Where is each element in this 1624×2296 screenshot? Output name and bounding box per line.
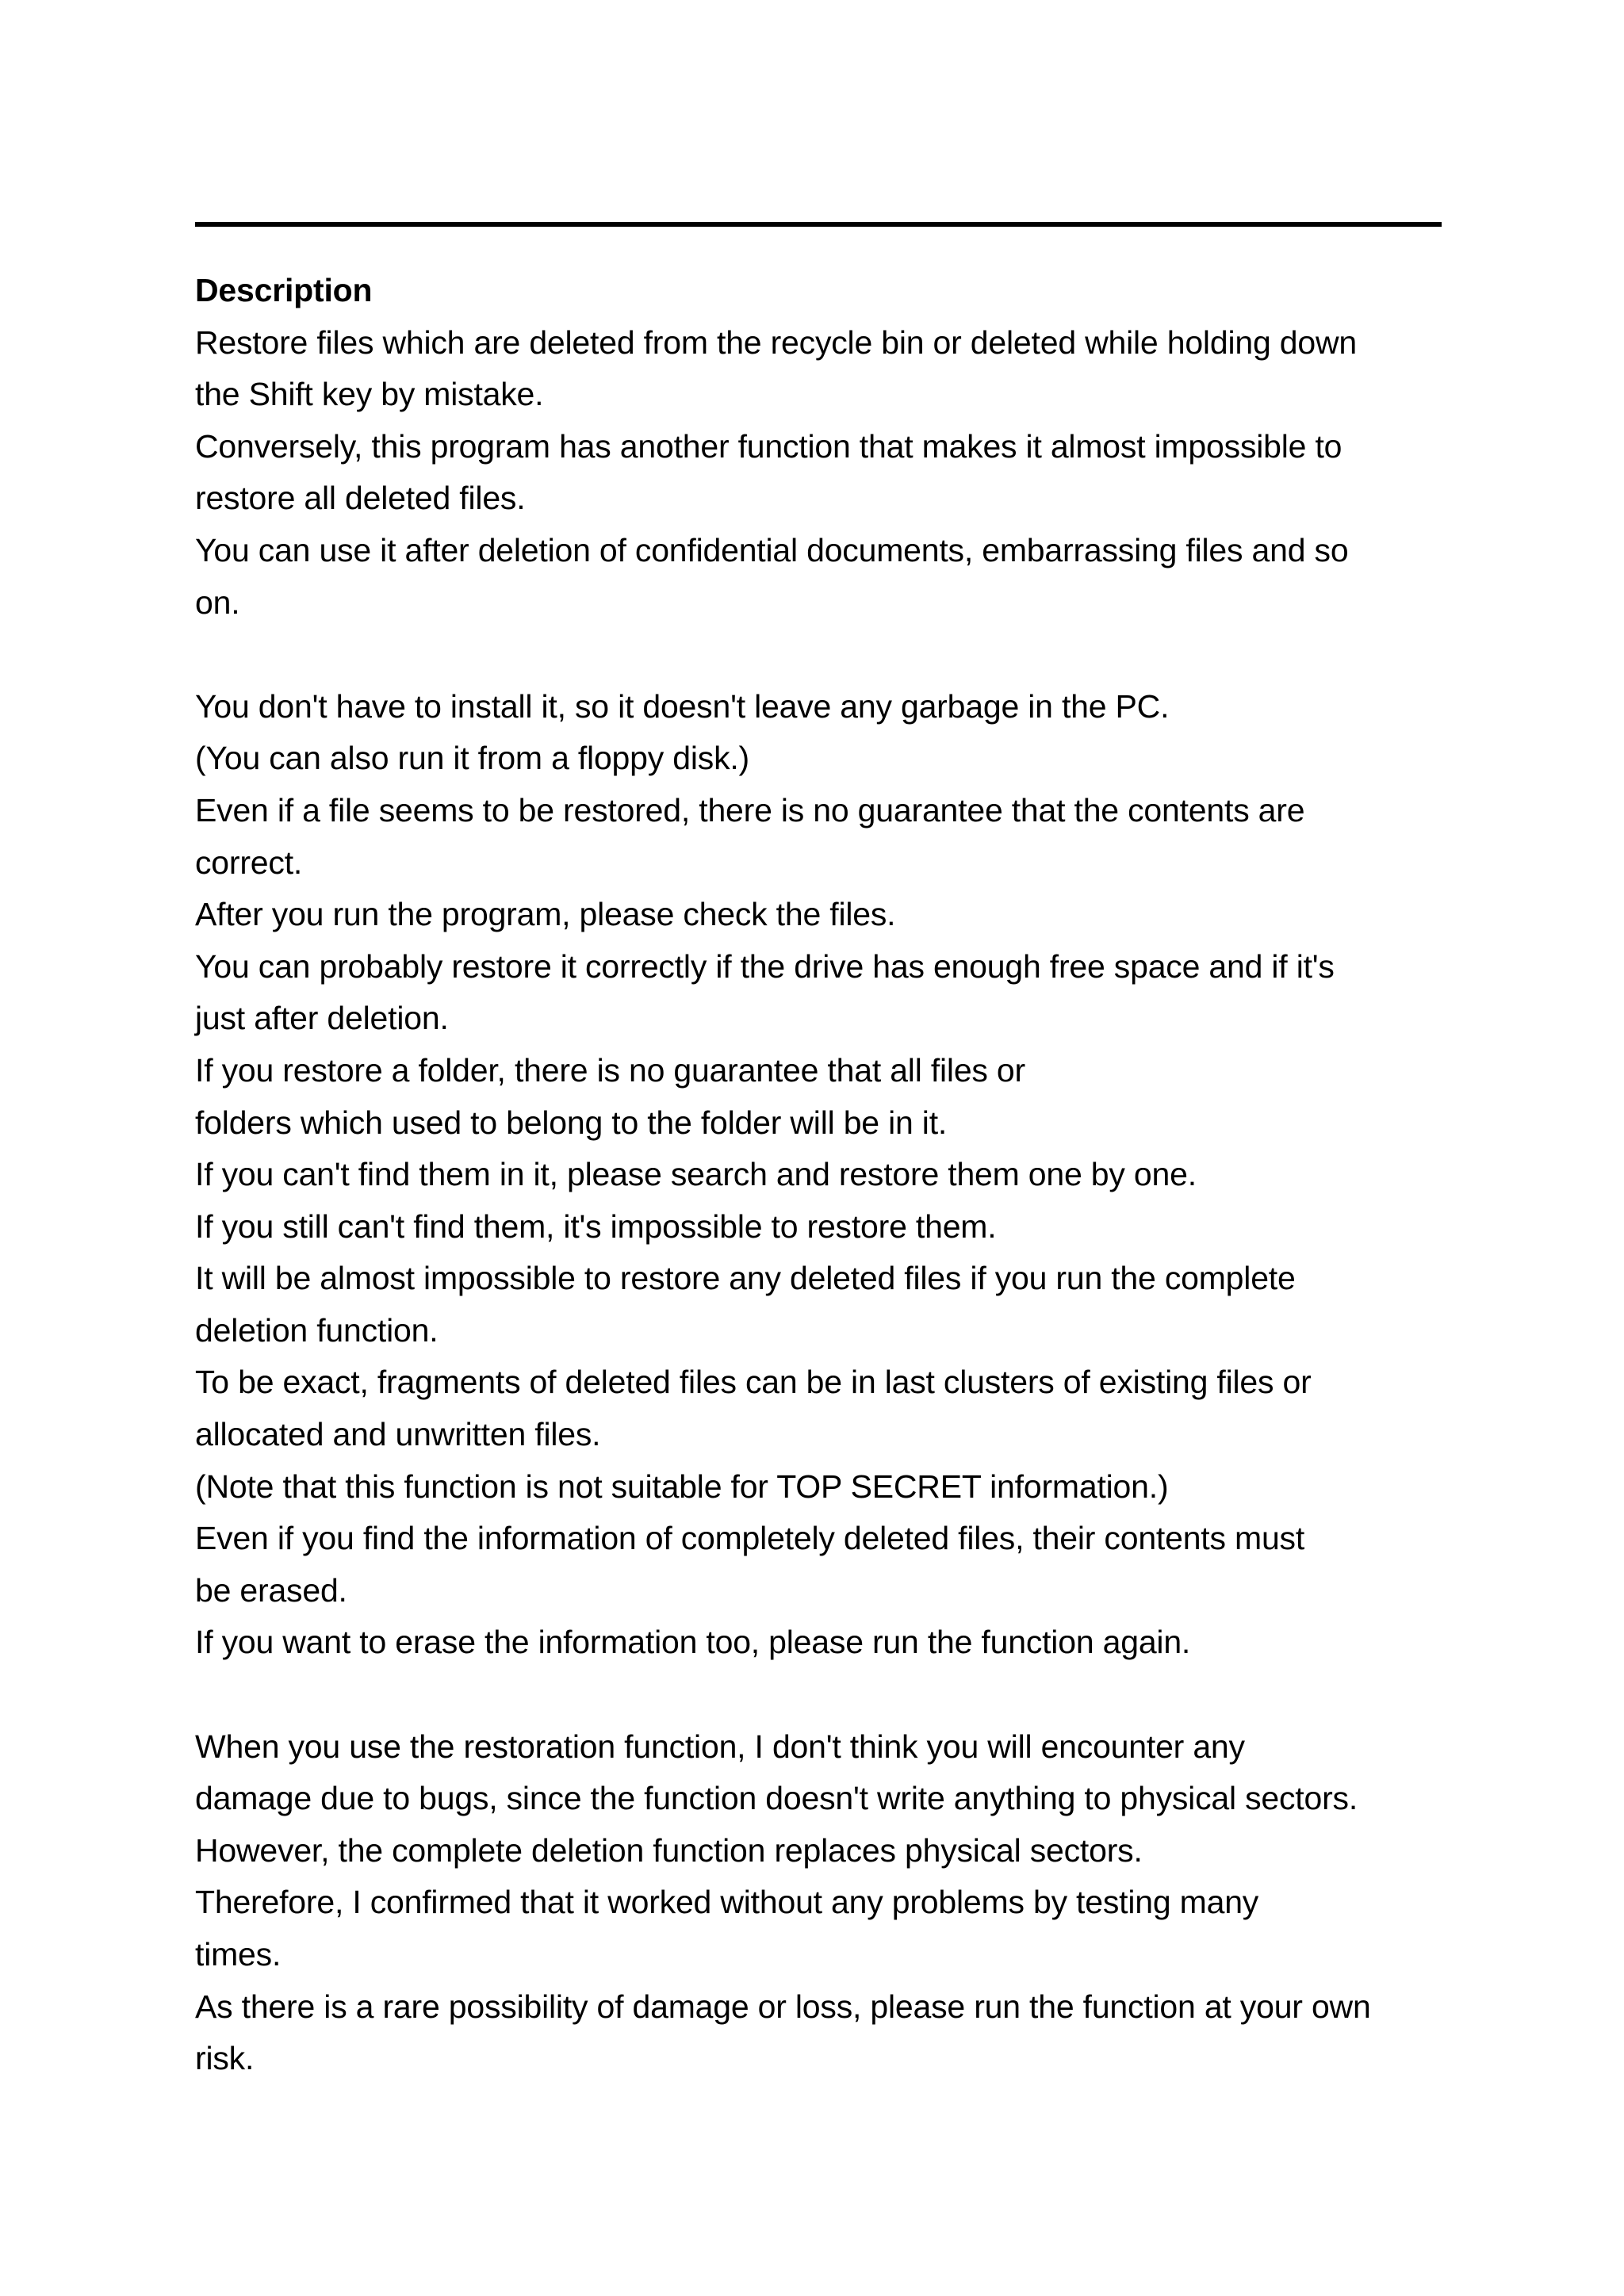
text-line: be erased. [195,1571,347,1609]
text-line: just after deletion. [195,1000,449,1037]
text-line: the Shift key by mistake. [195,376,544,413]
text-line: correct. [195,844,303,881]
text-line: folders which used to belong to the folder will be in it. [195,1104,948,1141]
text-line: You can use it after deletion of confidential documents, embarrassing files and so [195,531,1349,568]
text-line: on. [195,584,240,621]
text-line: Even if a file seems to be restored, there is no guarantee that the contents are [195,791,1305,828]
text-line: You can probably restore it correctly if the drive has enough free space and if it's [195,947,1335,985]
text-line: Conversely, this program has another function that makes it almost impossible to [195,427,1342,465]
text-line: times. [195,1936,282,1973]
text-line: It will be almost impossible to restore any deleted files if you run the complete [195,1260,1296,1297]
text-line: If you restore a folder, there is no guarantee that all files or [195,1051,1025,1089]
text-line: As there is a rare possibility of damage or loss, please run the function at your own [195,1988,1371,2025]
text-line: When you use the restoration function, I don't think you will encounter any [195,1728,1245,1765]
blank-line [195,629,1464,681]
horizontal-rule [195,222,1442,227]
blank-line [195,1669,1464,1721]
text-line: After you run the program, please check the files. [195,896,896,933]
text-line: Restore files which are deleted from the recycle bin or deleted while holding down [195,323,1357,361]
text-line: Even if you find the information of completely deleted files, their contents must [195,1520,1305,1557]
text-line: Therefore, I confirmed that it worked without any problems by testing many [195,1884,1259,1921]
text-line: (You can also run it from a floppy disk.) [195,740,750,777]
text-line: If you still can't find them, it's impossible to restore them. [195,1207,997,1245]
text-line: restore all deleted files. [195,480,526,517]
text-line: You don't have to install it, so it doesn't leave any garbage in the PC. [195,687,1170,725]
text-line: allocated and unwritten files. [195,1416,601,1453]
text-line: deletion function. [195,1311,439,1349]
document-body [195,265,1464,2085]
text-line: However, the complete deletion function replaces physical sectors. [195,1831,1143,1869]
text-line: risk. [195,2040,255,2077]
text-line: If you want to erase the information too, please run the function again. [195,1624,1191,1661]
text-line: (Note that this function is not suitable for TOP SECRET information.) [195,1468,1169,1505]
section-heading: Description [195,272,373,308]
text-line: If you can't find them in it, please search and restore them one by one. [195,1156,1197,1193]
text-line: damage due to bugs, since the function doesn't write anything to physical sectors. [195,1780,1358,1817]
text-line: To be exact, fragments of deleted files can be in last clusters of existing files or [195,1364,1312,1401]
